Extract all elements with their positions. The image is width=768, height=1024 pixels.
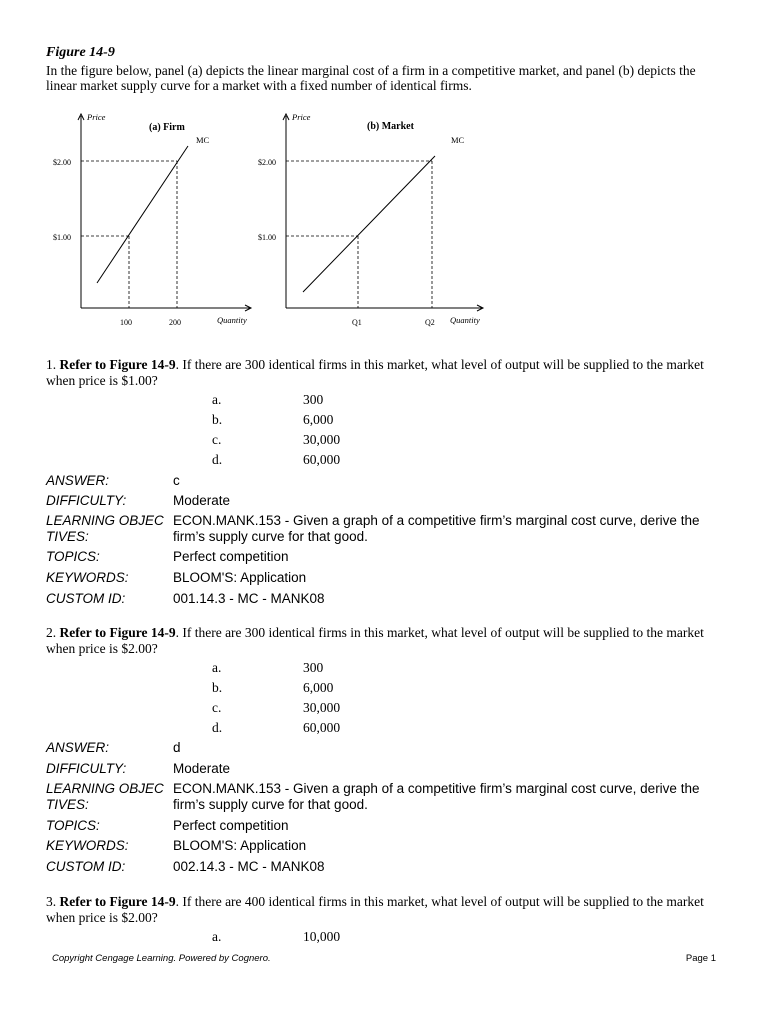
question-text: . If there are 300 identical firms in this market, what level of output will be supplied to the market when price is $1.00?	[46, 357, 704, 388]
x-tick-label: Q2	[425, 318, 435, 327]
meta-value: ECON.MANK.153 - Given a graph of a competitive firm’s marginal cost curve, derive the firm’s supply curve for that good.	[173, 513, 700, 544]
option-value: 30,000	[303, 700, 341, 715]
meta-value: BLOOM'S: Application	[173, 570, 307, 585]
meta-label: DIFFICULTY:	[46, 761, 127, 776]
meta-label: TOPICS:	[46, 818, 100, 833]
figure-title: Figure 14-9	[46, 45, 115, 60]
meta-value: Perfect competition	[173, 818, 289, 833]
meta-value: ECON.MANK.153 - Given a graph of a competitive firm’s marginal cost curve, derive the firm’s supply curve for that good.	[173, 781, 700, 812]
figure-caption: In the figure below, panel (a) depicts the linear marginal cost of a firm in a competitive market, and panel (b) depicts the linear market supply curve for a market with a fixed number of identical firms.	[46, 63, 696, 93]
option-value: 300	[303, 392, 324, 407]
option-value: 6,000	[303, 680, 334, 695]
option-value: 30,000	[303, 432, 341, 447]
meta-label: ANSWER:	[46, 740, 110, 755]
meta-label: LEARNING OBJEC TIVES:	[46, 781, 164, 812]
question-ref: Refer to Figure 14-9	[59, 357, 176, 372]
question-2	[46, 625, 726, 656]
y-tick-label: $2.00	[258, 158, 276, 167]
option-letter: d.	[212, 452, 223, 467]
meta-value: 001.14.3 - MC - MANK08	[173, 591, 325, 606]
supply-curve	[303, 156, 435, 292]
meta-value: Moderate	[173, 761, 231, 776]
meta-label: CUSTOM ID:	[46, 859, 126, 874]
option-value: 60,000	[303, 720, 341, 735]
chart-title: (a) Firm	[149, 122, 185, 133]
option-letter: a.	[212, 929, 222, 944]
question-text: . If there are 300 identical firms in this market, what level of output will be supplied to the market when price is $2.00?	[46, 625, 704, 656]
x-axis-label: Quantity	[450, 315, 480, 325]
mc-curve	[97, 146, 188, 283]
question-ref: Refer to Figure 14-9	[59, 894, 176, 909]
meta-label: DIFFICULTY:	[46, 493, 127, 508]
series-label: MC	[196, 135, 210, 145]
meta-label: LEARNING OBJEC TIVES:	[46, 513, 164, 544]
meta-label: TOPICS:	[46, 549, 100, 564]
x-tick-label: 100	[120, 318, 132, 327]
y-tick-label: $2.00	[53, 158, 71, 167]
meta-label: KEYWORDS:	[46, 570, 129, 585]
meta-label: CUSTOM ID:	[46, 591, 126, 606]
option-letter: a.	[212, 660, 222, 675]
option-letter: a.	[212, 392, 222, 407]
series-label: MC	[451, 135, 465, 145]
y-tick-label: $1.00	[53, 233, 71, 242]
x-tick-label: Q1	[352, 318, 362, 327]
question-ref: Refer to Figure 14-9	[59, 625, 176, 640]
market-supply-chart	[245, 108, 490, 333]
meta-value: Perfect competition	[173, 549, 289, 564]
meta-value: Moderate	[173, 493, 231, 508]
meta-value: 002.14.3 - MC - MANK08	[173, 859, 325, 874]
option-value: 60,000	[303, 452, 341, 467]
question-3	[46, 894, 726, 925]
question-number: 1.	[46, 357, 57, 372]
option-letter: b.	[212, 680, 223, 695]
question-number: 3.	[46, 894, 57, 909]
y-tick-label: $1.00	[258, 233, 276, 242]
meta-value: c	[173, 473, 180, 488]
meta-value: BLOOM'S: Application	[173, 838, 307, 853]
x-tick-label: 200	[169, 318, 181, 327]
y-axis-label: Price	[87, 112, 106, 122]
footer-copyright: Copyright Cengage Learning. Powered by Cognero.	[52, 953, 271, 964]
meta-value: d	[173, 740, 181, 755]
option-value: 6,000	[303, 412, 334, 427]
option-value: 10,000	[303, 929, 341, 944]
option-letter: b.	[212, 412, 223, 427]
meta-label: KEYWORDS:	[46, 838, 129, 853]
question-number: 2.	[46, 625, 57, 640]
option-letter: c.	[212, 700, 222, 715]
y-axis-label: Price	[292, 112, 311, 122]
question-1	[46, 357, 726, 388]
option-value: 300	[303, 660, 324, 675]
firm-mc-chart	[40, 108, 270, 333]
chart-title: (b) Market	[367, 121, 414, 132]
option-letter: c.	[212, 432, 222, 447]
meta-label: ANSWER:	[46, 473, 110, 488]
x-axis-label: Quantity	[217, 315, 247, 325]
page-number: Page 1	[685, 953, 716, 964]
option-letter: d.	[212, 720, 223, 735]
question-text: . If there are 400 identical firms in this market, what level of output will be supplied to the market when price is $2.00?	[46, 894, 704, 925]
